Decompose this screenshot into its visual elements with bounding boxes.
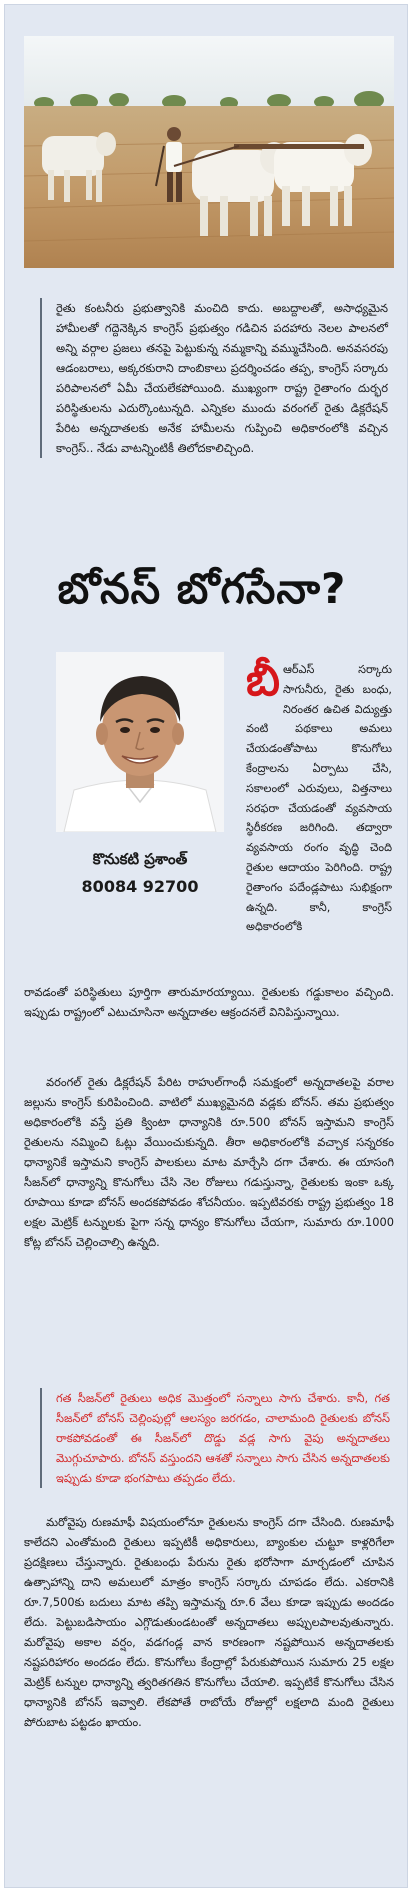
author-photo xyxy=(56,652,224,832)
intro-paragraph: రైతు కంటనీరు ప్రభుత్వానికి మంచిది కాదు. అబద్దాలతో, అసాధ్యమైన హామీలతో గద్దెనెక్కిన కాంగ్రెస్ ప్రభుత్వం గడిచిన పదహారు నెలల పాలనలో అన్ని వర్గాల ప్రజలు తనపై పెట్టుకున్న నమ్మకాన్ని వమ్ముచేసింది. అనవసరపు ఆడంబరాలు, అక్కరకురాని దాంబికాలు ప్రదర్శించడం తప్ప, కాంగ్రెస్ సర్కారు పరిపాలనలో ఏమీ చేయలేకపోయింది. ముఖ్యంగా రాష్ట్ర రైతాంగం దుర్భర పరిస్థితులను ఎదుర్కొంటున్నది. ఎన్నికల ముందు వరంగల్ రైతు డిక్లరేషన్ పేరిట అన్నదాతలకు అనేక హామీలను గుప్పించి అధికారంలోకి వచ్చిన కాంగ్రెస్.. నేడు వాటన్నింటికీ తిలోదకాలిచ్చింది. xyxy=(40,298,388,458)
ploughing-scene-image xyxy=(24,36,394,268)
author-phone: 80084 92700 xyxy=(81,877,199,896)
author-name: కొనుకటి ప్రశాంత్ xyxy=(92,850,188,868)
body-continuation: రావడంతో పరిస్థితులు పూర్తిగా తారుమారయ్యాయి. రైతులకు గడ్డుకాలం వచ్చింది. ఇప్పుడు రాష్ట్రంలో ఎటుచూసినా అన్నదాతల ఆక్రందనలే వినిపిస్తున్నాయి. xyxy=(24,985,394,1019)
pull-quote: గత సీజన్‌లో రైతులు అధిక మొత్తంలో సన్నాలు సాగు చేశారు. కానీ, గత సీజన్‌లో బోనస్ చెల్లింపుల్లో ఆలస్యం జరగడం, చాలామంది రైతులకు బోనస్ రాకపోవడంతో ఈ సీజన్‌లో దొడ్డు వడ్ల సాగు వైపు అన్నదాతలు మొగ్గుచూపారు. బోనస్ వస్తుందని ఆశతో సన్నాలు సాగు చేసిన అన్నదాతలకు ఇప్పుడు కూడా భంగపాటు తప్పడం లేదు. xyxy=(40,1388,390,1488)
drop-cap: బీ xyxy=(246,655,280,706)
headline: బోనస్ బోగసేనా? xyxy=(57,564,347,613)
body-paragraph-3: మరోవైపు రుణమాఫీ విషయంలోనూ రైతులను కాంగ్రెస్ దగా చేసింది. రుణమాఫీ కాలేదని ఎంతోమంది రైతులు ఇప్పటికీ అధికారులు, బ్యాంకుల చుట్టూ కాళ్లరిగేలా ప్రదక్షిణలు చేస్తున్నారు. రైతుబంధు పేరును రైతు భరోసాగా మార్చడంలో చూపిన ఉత్సాహాన్ని దాని అమలులో మాత్రం కాంగ్రెస్ సర్కారు చూపడం లేదు. ఎకరానికి రూ.7,500కు బదులు మాట తప్పి ఇస్తామన్న రూ.6 వేలు కూడా ఇప్పుడు అందడం లేదు. పెట్టుబడిసాయం ఎగ్గొడుతుండటంతో అన్నదాతలు అప్పులపాలవుతున్నారు. మరోవైపు అకాల వర్షం, వడగండ్ల వాన కారణంగా నష్టపోయిన అన్నదాతలకు నష్టపరిహారం అందడం లేదు. కొనుగోలు కేంద్రాల్లో పేరుకుపోయిన సుమారు 25 లక్షల మెట్రిక్ టన్నుల ధాన్యాన్ని త్వరితగతిన కొనుగోలు చేయాలి. ఇప్పటికే కొనుగోలు చేసిన ధాన్యానికి బోనస్ ఇవ్వాలి. లేకపోతే రాబోయే రోజుల్లో లక్షలాది మంది రైతులు పోరుబాట పట్టడం ఖాయం. xyxy=(24,1515,394,1729)
lead-photo xyxy=(24,36,394,268)
body-column-text: ఆర్ఎస్ సర్కారు సాగునీరు, రైతు బంధు, నిరంతర ఉచిత విద్యుత్తు వంటి పథకాలు అమలు చేయడంతోపాటు కొనుగోలు కేంద్రాలను ఏర్పాటు చేసి, సకాలంలో ఎరువులు, విత్తనాలు సరఫరా చేయడంతో వ్యవసాయ స్థిరీకరణ జరిగింది. తద్వారా వ్యవసాయ రంగం వృద్ధి చెంది రైతుల ఆదాయం పెరిగింది. రాష్ట్ర రైతాంగం పదేండ్లపాటు సుభిక్షంగా ఉన్నది. కానీ, కాంగ్రెస్ అధికారంలోకి xyxy=(246,663,392,934)
body-paragraph-2: వరంగల్ రైతు డిక్లరేషన్ పేరిట రాహుల్‌గాంధీ సమక్షంలో అన్నదాతలపై వరాల జల్లును కాంగ్రెస్ కురిపించింది. వాటిలో ముఖ్యమైనది వడ్లకు బోనస్. తమ ప్రభుత్వం అధికారంలోకి వస్తే ప్రతి క్వింటా ధాన్యానికి రూ.500 బోనస్ ఇస్తామని కాంగ్రెస్ రైతులను నమ్మించి ఓట్లు వేయించుకున్నది. తీరా అధికారంలోకి వచ్చాక సన్నరకం ధాన్యానికే ఇస్తామని కాంగ్రెస్ పాలకులు మాట మార్చేసి దగా చేశారు. ఈ యాసంగి సీజన్‌లో ధాన్యాన్ని కొనుగోలు చేసి నెల రోజులు గడుస్తున్నా, రైతులకు ఇంకా ఒక్క రూపాయి కూడా బోనస్ అందకపోవడం శోచనీయం. ఇప్పటివరకు రాష్ట్ర ప్రభుత్వం 18 లక్షల మెట్రిక్ టన్నులకు పైగా సన్న ధాన్యం కొనుగోలు చేయగా, సుమారు రూ.1000 కోట్ల బోనస్ చెల్లించాల్సి ఉన్నది. xyxy=(24,1075,394,1249)
author-portrait-image xyxy=(56,652,224,832)
body-column-right xyxy=(246,655,392,937)
